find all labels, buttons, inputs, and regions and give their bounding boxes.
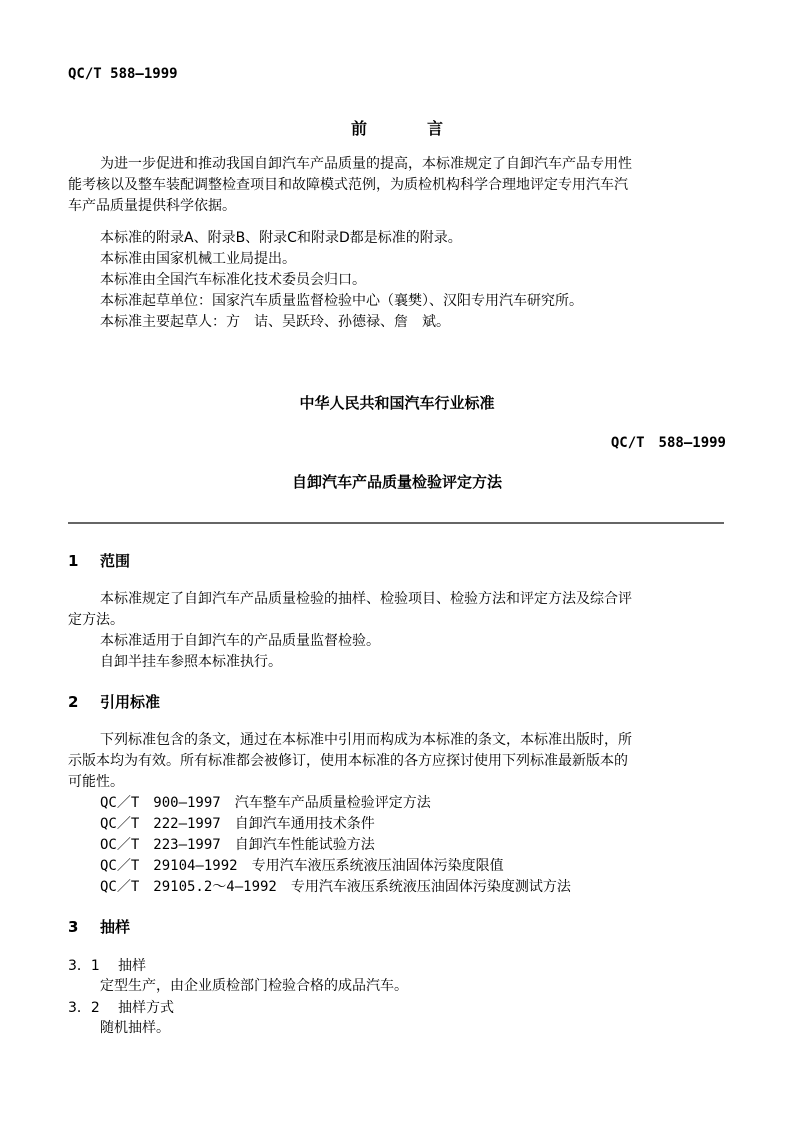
section-2-number: 2 (68, 693, 79, 711)
title-divider (68, 522, 724, 524)
reference-row (100, 856, 504, 877)
section-1-title: 范围 (100, 552, 131, 570)
section-3-number: 3 (68, 918, 79, 936)
section-2-title: 引用标准 (100, 693, 161, 711)
subsection-3-2-number: 3．2 (68, 1000, 100, 1016)
section-2-paragraph-1-line-1: 下列标准包含的条文，通过在本标准中引用而构成为本标准的条文，本标准出版时，所 (100, 732, 632, 748)
section-2-paragraph-1-line-2: 示版本均为有效。所有标准都会被修订，使用本标准的各方应探讨使用下列标准最新版本的 (68, 753, 628, 769)
foreword-paragraph-5: 本标准起草单位：国家汽车质量监督检验中心（襄樊）、汉阳专用汽车研究所。 (100, 293, 583, 309)
reference-code: QC／T 29104—1992 (100, 858, 238, 874)
subsection-3-2-title: 抽样方式 (118, 1000, 174, 1016)
subsection-3-1-number: 3．1 (68, 958, 100, 974)
section-1-paragraph-3: 自卸半挂车参照本标准执行。 (100, 654, 282, 670)
foreword-title: 前言 (350, 119, 503, 138)
foreword-paragraph-1-line-1: 为进一步促进和推动我国自卸汽车产品质量的提高，本标准规定了自卸汽车产品专用性 (100, 156, 632, 172)
reference-title: 汽车整车产品质量检验评定方法 (234, 795, 431, 811)
reference-row (100, 835, 375, 856)
foreword-paragraph-3: 本标准由国家机械工业局提出。 (100, 251, 296, 267)
reference-code: QC／T 29105.2～4—1992 (100, 879, 277, 895)
section-3-title: 抽样 (100, 918, 131, 936)
section-1-paragraph-2: 本标准适用于自卸汽车的产品质量监督检验。 (100, 633, 380, 649)
foreword-paragraph-2: 本标准的附录A、附录B、附录C和附录D都是标准的附录。 (100, 230, 462, 246)
subsection-3-1-text: 定型生产，由企业质检部门检验合格的成品汽车。 (100, 978, 408, 994)
subsection-3-2-heading (68, 997, 174, 1017)
section-3-heading (68, 916, 130, 937)
reference-code: QC／T 222—1997 (100, 816, 221, 832)
section-1-paragraph-1-line-1: 本标准规定了自卸汽车产品质量检验的抽样、检验项目、检验方法和评定方法及综合评 (100, 591, 632, 607)
reference-title: 自卸汽车性能试验方法 (234, 837, 375, 853)
foreword-paragraph-1-line-2: 能考核以及整车装配调整检查项目和故障模式范例，为质检机构科学合理地评定专用汽车汽 (68, 177, 628, 193)
reference-row (100, 793, 431, 814)
foreword-paragraph-1-line-3: 车产品质量提供科学依据。 (68, 198, 236, 214)
reference-code: QC／T 900—1997 (100, 795, 221, 811)
reference-title: 专用汽车液压系统液压油固体污染度测试方法 (290, 879, 571, 895)
section-1-paragraph-1-line-2: 定方法。 (68, 612, 124, 628)
standard-title: 自卸汽车产品质量检验评定方法 (291, 473, 502, 491)
subsection-3-1-title: 抽样 (118, 958, 146, 974)
standard-org-title: 中华人民共和国汽车行业标准 (299, 394, 495, 412)
section-2-paragraph-1-line-3: 可能性。 (68, 774, 124, 790)
reference-title: 专用汽车液压系统液压油固体污染度限值 (251, 858, 504, 874)
header-standard-code: QC/T 588—1999 (68, 66, 178, 82)
reference-row (100, 877, 571, 898)
reference-code: OC／T 223—1997 (100, 837, 221, 853)
standard-code: QC/T 588—1999 (610, 435, 726, 451)
subsection-3-1-heading (68, 955, 146, 975)
section-1-number: 1 (68, 552, 79, 570)
section-2-heading (68, 691, 160, 712)
foreword-paragraph-6: 本标准主要起草人：方 诘、吴跃玲、孙德禄、詹 斌。 (100, 314, 450, 330)
subsection-3-2-text: 随机抽样。 (100, 1020, 170, 1036)
reference-row (100, 814, 375, 835)
reference-title: 自卸汽车通用技术条件 (234, 816, 375, 832)
foreword-paragraph-4: 本标准由全国汽车标准化技术委员会归口。 (100, 272, 366, 288)
section-1-heading (68, 550, 130, 571)
